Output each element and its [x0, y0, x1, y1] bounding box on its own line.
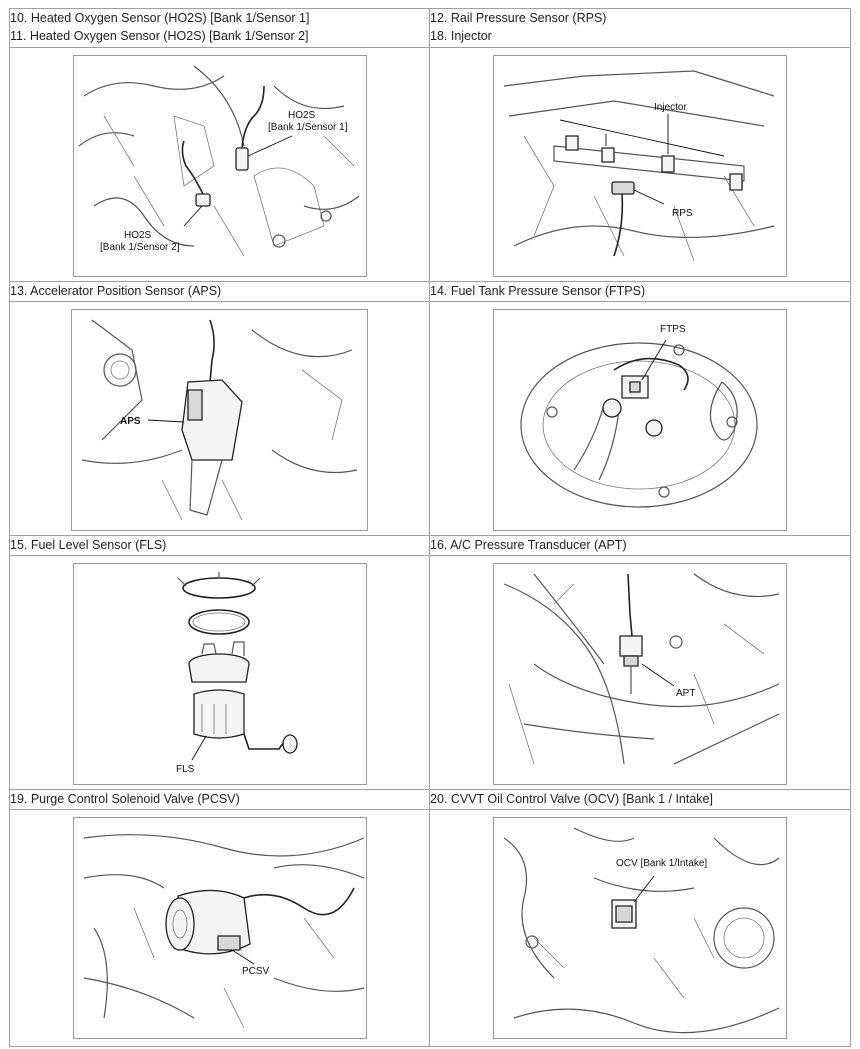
heading-line: 13. Accelerator Position Sensor (APS): [10, 284, 222, 298]
figure-apt: [493, 563, 787, 785]
cell-figure-rps-injector: [430, 48, 851, 282]
heading-line: 19. Purge Control Solenoid Valve (PCSV): [10, 792, 240, 806]
table-row: [10, 556, 851, 790]
table-row: [10, 9, 851, 48]
callout-fls: FLS: [175, 764, 194, 775]
callout-rps: RPS: [672, 208, 693, 219]
cell-figure-aps: [10, 302, 430, 536]
sensor-location-table: [9, 8, 851, 1047]
cell-figure-apt: [430, 556, 851, 790]
figure-ho2s: [73, 55, 367, 277]
table-row: [10, 790, 851, 810]
table-row: [10, 302, 851, 536]
callout-apt: APT: [676, 688, 696, 699]
cell-heading-rps-injector: [430, 9, 851, 48]
figure-pcsv: [73, 817, 367, 1039]
cell-heading-ftps: [430, 282, 851, 302]
heading-line: 18. Injector: [430, 29, 492, 43]
callout-ho2s-sensor2: HO2S: [123, 230, 151, 241]
heading-line: 12. Rail Pressure Sensor (RPS): [430, 11, 607, 25]
heading-line: 16. A/C Pressure Transducer (APT): [430, 538, 627, 552]
heading-line: 10. Heated Oxygen Sensor (HO2S) [Bank 1/Sensor 1]: [10, 11, 310, 25]
cell-figure-fls: [10, 556, 430, 790]
table-row: [10, 536, 851, 556]
figure-rps-injector: [493, 55, 787, 277]
callout-ho2s-sensor1: HO2S: [287, 110, 315, 121]
cell-heading-apt: [430, 536, 851, 556]
cell-heading-pcsv: [10, 790, 430, 810]
figure-ftps: [493, 309, 787, 531]
callout-pcsv: PCSV: [241, 966, 269, 977]
table-row: [10, 282, 851, 302]
callout-bank1-sensor1: [Bank 1/Sensor 1]: [267, 122, 347, 133]
heading-line: 15. Fuel Level Sensor (FLS): [10, 538, 167, 552]
cell-figure-ho2s: [10, 48, 430, 282]
cell-heading-fls: [10, 536, 430, 556]
cell-figure-ocv: [430, 810, 851, 1047]
callout-injector: Injector: [654, 102, 687, 113]
cell-figure-pcsv: [10, 810, 430, 1047]
figure-aps: [71, 309, 368, 531]
table-row: [10, 810, 851, 1047]
cell-heading-ho2s: [10, 9, 430, 48]
cell-heading-ocv: [430, 790, 851, 810]
heading-line: 11. Heated Oxygen Sensor (HO2S) [Bank 1/Sensor 2]: [10, 29, 309, 43]
callout-ocv: OCV [Bank 1/Intake]: [616, 858, 708, 869]
table-row: [10, 48, 851, 282]
figure-ocv: [493, 817, 787, 1039]
cell-heading-aps: [10, 282, 430, 302]
figure-fls: [73, 563, 367, 785]
heading-line: 14. Fuel Tank Pressure Sensor (FTPS): [430, 284, 646, 298]
callout-bank1-sensor2: [Bank 1/Sensor 2]: [99, 242, 179, 253]
cell-figure-ftps: [430, 302, 851, 536]
heading-line: 20. CVVT Oil Control Valve (OCV) [Bank 1 / Intake]: [430, 792, 713, 806]
callout-aps: APS: [120, 416, 141, 427]
callout-ftps: FTPS: [660, 324, 686, 335]
